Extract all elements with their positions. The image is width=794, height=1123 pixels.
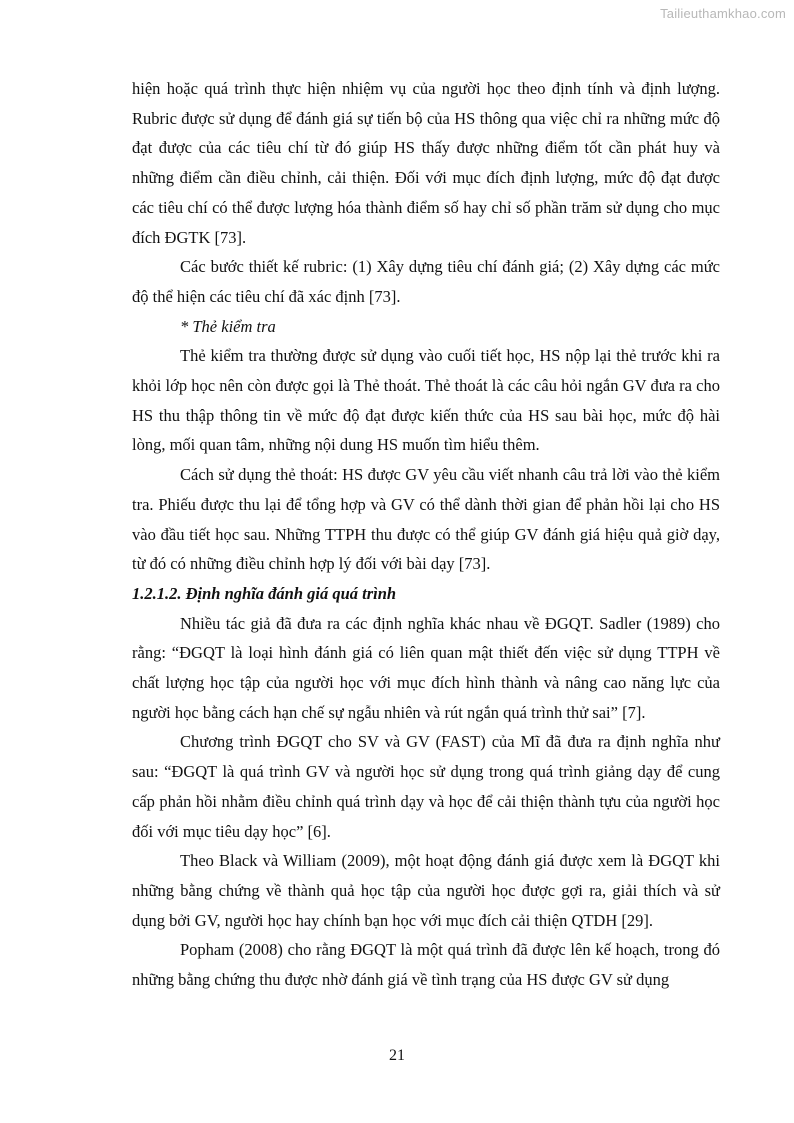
subheading-the-kiem-tra: * Thẻ kiểm tra: [180, 316, 276, 336]
paragraph-7: Theo Black và William (2009), một hoạt động đánh giá được xem là ĐGQT khi những bằng chứng về thành quả học tập của người học được gợi ra, giải thích và sử dụng bởi GV, người học hay chính bạn học với mục đích cải thiện QTDH [29].: [132, 851, 720, 930]
paragraph-3: Thẻ kiểm tra thường được sử dụng vào cuối tiết học, HS nộp lại thẻ trước khi ra khỏi lớp học nên còn được gọi là Thẻ thoát. Thẻ thoát là các câu hỏi ngắn GV đưa ra cho HS thu thập thông tin về mức độ đạt được kiến thức của HS sau bài học, mức độ hài lòng, mối quan tâm, những nội dung HS muốn tìm hiểu thêm.: [132, 346, 720, 455]
watermark: Tailieuthamkhao.com: [660, 6, 786, 21]
page-body: [132, 74, 720, 995]
paragraph-1: hiện hoặc quá trình thực hiện nhiệm vụ của người học theo định tính và định lượng. Rubric được sử dụng để đánh giá sự tiến bộ của HS thông qua việc chỉ ra những mức độ đạt được của các tiêu chí từ đó giúp HS thấy được những điểm tốt cần phát huy và những điểm cần điều chỉnh, cải thiện. Đối với mục đích định lượng, mức độ đạt được các tiêu chí có thể được lượng hóa thành điểm số hay chỉ số phần trăm sử dụng cho mục đích ĐGTK [73].: [132, 79, 720, 247]
paragraph-2: Các bước thiết kế rubric: (1) Xây dựng tiêu chí đánh giá; (2) Xây dựng các mức độ thể hiện các tiêu chí đã xác định [73].: [132, 257, 720, 306]
paragraph-4: Cách sử dụng thẻ thoát: HS được GV yêu cầu viết nhanh câu trả lời vào thẻ kiểm tra. Phiếu được thu lại để tổng hợp và GV có thể dành thời gian để phản hồi lại cho HS vào đầu tiết học sau. Những TTPH thu được có thể giúp GV đánh giá hiệu quả giờ dạy, từ đó có những điều chỉnh hợp lý đối với bài dạy [73].: [132, 465, 720, 574]
page-number: 21: [389, 1047, 405, 1064]
paragraph-5: Nhiều tác giả đã đưa ra các định nghĩa khác nhau về ĐGQT. Sadler (1989) cho rằng: “ĐGQT là loại hình đánh giá có liên quan mật thiết đến việc sử dụng TTPH về chất lượng học tập của người học với mục đích hình thành và nâng cao năng lực của người học bằng cách hạn chế sự ngẫu nhiên và rút ngắn quá trình thử sai” [7].: [132, 613, 720, 722]
paragraph-8: Popham (2008) cho rằng ĐGQT là một quá trình đã được lên kế hoạch, trong đó những bằng chứng thu được nhờ đánh giá về tình trạng của HS được GV sử dụng: [132, 940, 720, 990]
section-heading: 1.2.1.2. Định nghĩa đánh giá quá trình: [132, 583, 397, 603]
paragraph-6: Chương trình ĐGQT cho SV và GV (FAST) của Mĩ đã đưa ra định nghĩa như sau: “ĐGQT là quá trình GV và người học sử dụng trong quá trình giảng dạy để cung cấp phản hồi nhằm điều chỉnh quá trình dạy và học để cải thiện thành tựu của người học đối với mục tiêu dạy học” [6].: [132, 732, 720, 841]
